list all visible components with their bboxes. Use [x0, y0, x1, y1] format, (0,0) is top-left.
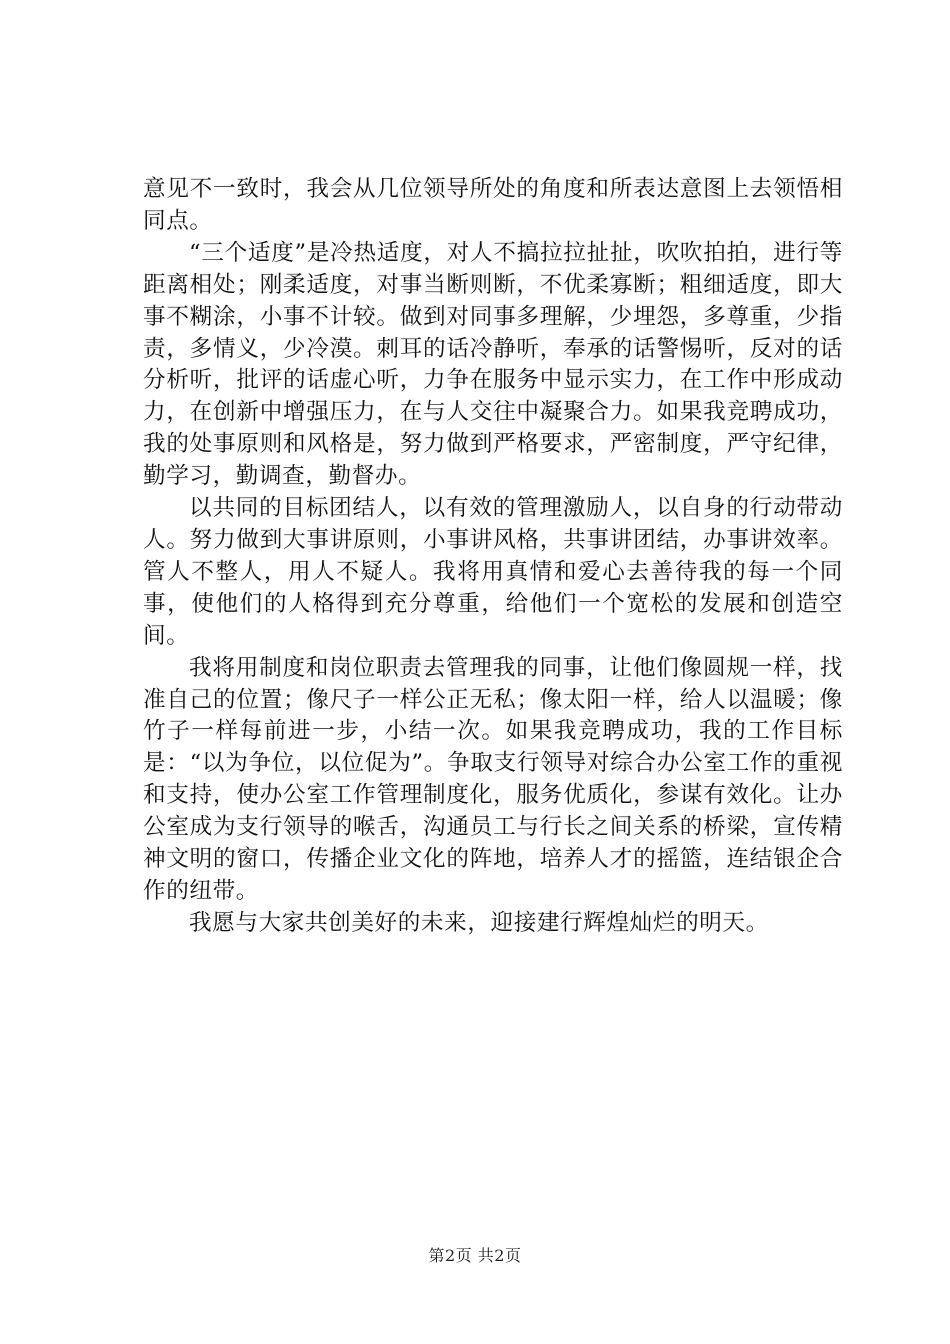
paragraph-management-goals: 我将用制度和岗位职责去管理我的同事，让他们像圆规一样，找准自己的位置；像尺子一样公正无私；像太阳一样，给人以温暖；像竹子一样每前进一步，小结一次。如果我竞聘成功，我的工作目标是：“以为争位，以位促为”。争取支行领导对综合办公室工作的重视和支持，使办公室工作管理制度化，服务优质化，参谋有效化。让办公室成为支行领导的喉舌，沟通员工与行长之间关系的桥梁，宣传精神文明的窗口，传播企业文化的阵地，培养人才的摇篮，连结银企合作的纽带。 [143, 654, 843, 904]
document-body [143, 174, 843, 940]
page-footer: 第2页 共2页 [428, 1246, 522, 1265]
paragraph-unite-people: 以共同的目标团结人，以有效的管理激励人，以自身的行动带动人。努力做到大事讲原则，小事讲风格，共事讲团结，办事讲效率。管人不整人，用人不疑人。我将用真情和爱心去善待我的每一个同事，使他们的人格得到充分尊重，给他们一个宽松的发展和创造空间。 [143, 495, 843, 649]
paragraph-continuation: 意见不一致时，我会从几位领导所处的角度和所表达意图上去领悟相同点。 [143, 176, 843, 234]
paragraph-three-moderations: “三个适度”是冷热适度，对人不搞拉拉扯扯，吹吹拍拍，进行等距离相处；刚柔适度，对事当断则断，不优柔寡断；粗细适度，即大事不糊涂，小事不计较。做到对同事多理解，少埋怨，多尊重，少指责，多情义，少冷漠。刺耳的话冷静听，奉承的话警惕听，反对的话分析听，批评的话虚心听，力争在服务中显示实力，在工作中形成动力，在创新中增强压力，在与人交往中凝聚合力。如果我竞聘成功，我的处事原则和风格是，努力做到严格要求，严密制度，严守纪律，勤学习，勤调查，勤督办。 [143, 239, 843, 490]
paragraph-closing: 我愿与大家共创美好的未来，迎接建行辉煌灿烂的明天。 [189, 909, 769, 936]
